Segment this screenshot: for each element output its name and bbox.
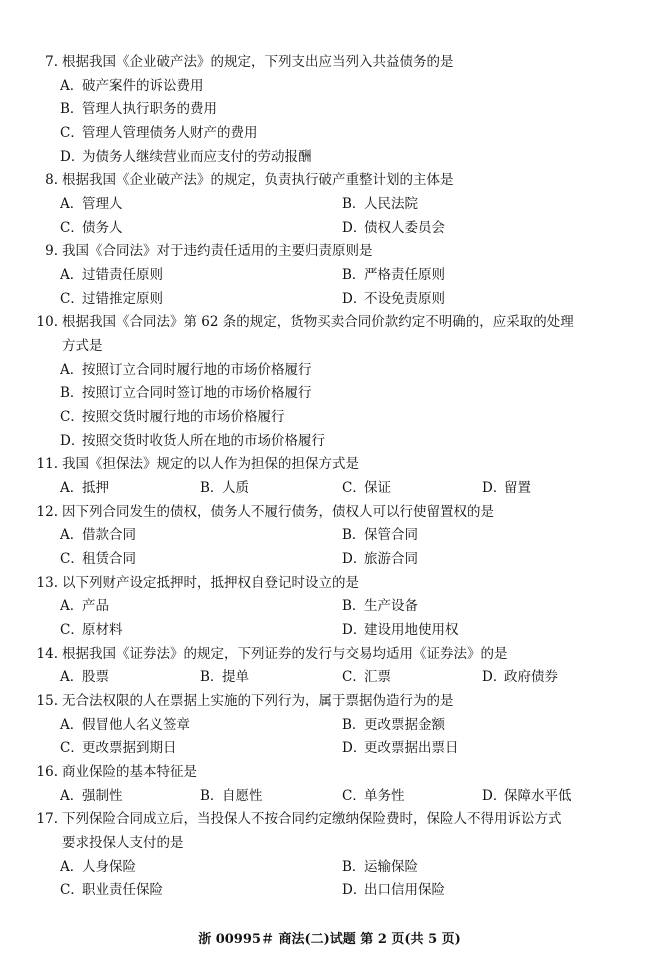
option-text: 严格责任原则 <box>364 267 445 284</box>
answer-option <box>60 476 109 500</box>
question-number: 7. <box>45 54 58 70</box>
option-letter: C． <box>60 125 84 141</box>
answer-option <box>60 145 312 169</box>
option-text: 更改票据出票日 <box>364 740 459 757</box>
answer-option <box>342 878 445 902</box>
option-letter: A． <box>60 480 84 497</box>
option-text: 保证 <box>364 480 391 497</box>
option-letter: D． <box>342 219 367 236</box>
answer-option <box>60 97 217 121</box>
option-text: 保管合同 <box>364 527 418 544</box>
answer-option <box>60 855 136 879</box>
question-text: 商业保险的基本特征是 <box>62 764 197 781</box>
option-letter: B． <box>342 858 366 875</box>
option-text: 单务性 <box>364 787 405 804</box>
option-letter: A． <box>60 858 84 875</box>
option-text: 人质 <box>222 480 249 497</box>
option-letter: A． <box>60 716 84 733</box>
option-letter: C． <box>342 787 366 804</box>
question-text: 方式是 <box>62 338 103 355</box>
question-text: 要求投保人支付的是 <box>62 835 184 852</box>
option-text: 产品 <box>82 598 109 615</box>
answer-option <box>60 618 123 642</box>
option-text: 留置 <box>504 480 531 497</box>
answer-option <box>342 855 418 879</box>
question-number: 8. <box>45 172 58 189</box>
option-text: 更改票据到期日 <box>82 740 177 757</box>
question-stem <box>30 807 630 831</box>
option-letter: C． <box>60 551 84 568</box>
question-stem <box>62 831 659 855</box>
answer-option <box>342 192 418 216</box>
question-stem <box>62 334 659 358</box>
option-letter: D． <box>482 480 507 497</box>
answer-option <box>342 287 445 311</box>
option-letter: C． <box>60 882 84 899</box>
option-letter: A． <box>60 598 84 615</box>
question-stem <box>30 689 630 713</box>
option-letter: B． <box>200 787 224 804</box>
option-text: 按照交货时履行地的市场价格履行 <box>82 409 285 426</box>
option-text: 租赁合同 <box>82 551 136 568</box>
option-text: 债权人委员会 <box>364 219 445 236</box>
option-letter: B． <box>342 196 366 213</box>
answer-option <box>60 405 285 429</box>
option-letter: C． <box>60 409 84 426</box>
option-text: 强制性 <box>82 787 123 804</box>
answer-option <box>342 665 391 689</box>
option-text: 出口信用保险 <box>364 882 445 899</box>
option-text: 人身保险 <box>82 858 136 875</box>
question-stem <box>30 642 630 666</box>
option-letter: C． <box>60 219 84 236</box>
option-letter: B． <box>342 267 366 284</box>
question-number: 9. <box>45 243 58 260</box>
option-text: 人民法院 <box>364 196 418 213</box>
answer-option <box>60 192 123 216</box>
option-letter: C． <box>342 669 366 686</box>
question-stem <box>30 168 630 192</box>
option-letter: A． <box>60 77 84 94</box>
answer-option <box>342 713 445 737</box>
answer-option <box>60 523 136 547</box>
question-number: 16. <box>36 764 58 781</box>
option-letter: C． <box>342 480 366 497</box>
answer-option <box>482 665 558 689</box>
option-text: 原材料 <box>82 622 123 639</box>
question-text: 根据我国《企业破产法》的规定，负责执行破产重整计划的主体是 <box>62 172 454 189</box>
option-letter: D． <box>60 148 85 165</box>
answer-option <box>60 263 163 287</box>
answer-option <box>60 547 136 571</box>
option-text: 抵押 <box>82 480 109 497</box>
option-letter: A． <box>60 527 84 544</box>
option-letter: C． <box>60 622 84 639</box>
question-stem <box>30 500 630 524</box>
option-letter: B． <box>342 598 366 615</box>
option-text: 更改票据金额 <box>364 716 445 733</box>
answer-option <box>200 476 249 500</box>
option-text: 债务人 <box>82 219 123 236</box>
question-number: 15. <box>36 693 58 710</box>
option-letter: D． <box>482 669 507 686</box>
option-text: 保障水平低 <box>504 787 572 804</box>
question-stem <box>30 571 630 595</box>
question-text: 根据我国《证券法》的规定，下列证券的发行与交易均适用《证券法》的是 <box>62 645 508 662</box>
option-text: 建设用地使用权 <box>364 622 459 639</box>
page-footer: 浙 00995＃ 商法(二)试题 第 2 页(共 5 页) <box>198 932 461 947</box>
answer-option <box>60 216 123 240</box>
answer-option <box>60 736 177 760</box>
option-letter: D． <box>342 882 367 899</box>
option-letter: D． <box>342 740 367 757</box>
answer-option <box>342 216 445 240</box>
option-letter: A． <box>60 361 84 378</box>
question-text: 根据我国《合同法》第 62 条的规定，货物买卖合同价款约定不明确的，应采取的处理 <box>62 314 574 331</box>
question-text: 无合法权限的人在票据上实施的下列行为，属于票据伪造行为的是 <box>62 693 454 710</box>
answer-option <box>200 784 263 808</box>
option-letter: B． <box>200 480 224 497</box>
option-letter: D． <box>482 787 507 804</box>
question-text: 根据我国《企业破产法》的规定，下列支出应当列入共益债务的是 <box>62 54 454 70</box>
option-letter: A． <box>60 787 84 804</box>
question-number: 10. <box>36 314 58 331</box>
question-text: 以下列财产设定抵押时，抵押权自登记时设立的是 <box>62 574 359 591</box>
option-letter: C． <box>60 290 84 307</box>
option-text: 为债务人继续营业而应支付的劳动报酬 <box>82 148 312 165</box>
answer-option <box>60 287 163 311</box>
option-text: 自愿性 <box>222 787 263 804</box>
question-number: 11. <box>36 456 58 473</box>
option-letter: C． <box>60 740 84 757</box>
answer-option <box>60 381 312 405</box>
option-text: 借款合同 <box>82 527 136 544</box>
option-text: 汇票 <box>364 669 391 686</box>
answer-option <box>342 736 459 760</box>
option-letter: B． <box>342 527 366 544</box>
option-text: 运输保险 <box>364 858 418 875</box>
answer-option <box>342 523 418 547</box>
question-number: 17. <box>36 811 58 828</box>
option-letter: B． <box>60 101 84 118</box>
answer-option <box>60 358 312 382</box>
question-number: 14. <box>36 645 58 662</box>
option-text: 股票 <box>82 669 109 686</box>
option-text: 按照交货时收货人所在地的市场价格履行 <box>82 432 325 449</box>
option-text: 过错责任原则 <box>82 267 163 284</box>
option-text: 管理人执行职务的费用 <box>82 101 217 118</box>
question-number: 12. <box>36 503 58 520</box>
option-text: 假冒他人名义签章 <box>82 716 190 733</box>
question-text: 因下列合同发生的债权，债务人不履行债务，债权人可以行使留置权的是 <box>62 503 494 520</box>
option-text: 旅游合同 <box>364 551 418 568</box>
option-letter: D． <box>342 551 367 568</box>
option-letter: B． <box>60 385 84 402</box>
question-stem <box>30 50 630 74</box>
option-letter: A． <box>60 267 84 284</box>
answer-option <box>60 784 123 808</box>
option-letter: B． <box>200 669 224 686</box>
question-text: 我国《合同法》对于违约责任适用的主要归责原则是 <box>62 243 373 260</box>
option-text: 过错推定原则 <box>82 290 163 307</box>
answer-option <box>342 618 459 642</box>
answer-option <box>482 476 531 500</box>
option-text: 按照订立合同时履行地的市场价格履行 <box>82 361 312 378</box>
question-number: 13. <box>36 574 58 591</box>
option-text: 职业责任保险 <box>82 882 163 899</box>
option-letter: B． <box>342 716 366 733</box>
answer-option <box>200 665 249 689</box>
option-letter: A． <box>60 669 84 686</box>
question-stem <box>30 452 630 476</box>
option-text: 按照订立合同时签订地的市场价格履行 <box>82 385 312 402</box>
answer-option <box>60 121 258 145</box>
answer-option <box>60 74 204 98</box>
option-text: 生产设备 <box>364 598 418 615</box>
option-text: 管理人 <box>82 196 123 213</box>
answer-option <box>342 784 405 808</box>
answer-option <box>342 547 418 571</box>
answer-option <box>342 594 418 618</box>
option-text: 提单 <box>222 669 249 686</box>
answer-option <box>60 429 325 453</box>
question-text: 我国《担保法》规定的以人作为担保的担保方式是 <box>62 456 359 473</box>
answer-option <box>342 263 445 287</box>
option-letter: D． <box>60 432 85 449</box>
question-stem <box>30 239 630 263</box>
answer-option <box>60 665 109 689</box>
answer-option <box>482 784 572 808</box>
option-text: 政府债券 <box>504 669 558 686</box>
option-text: 不设免责原则 <box>364 290 445 307</box>
answer-option <box>60 878 163 902</box>
option-letter: A． <box>60 196 84 213</box>
answer-option <box>342 476 391 500</box>
question-text: 下列保险合同成立后，当投保人不按合同约定缴纳保险费时，保险人不得用诉讼方式 <box>62 811 562 828</box>
answer-option <box>60 713 190 737</box>
option-letter: D． <box>342 622 367 639</box>
option-letter: D． <box>342 290 367 307</box>
question-stem <box>30 310 630 334</box>
answer-option <box>60 594 109 618</box>
question-stem <box>30 760 630 784</box>
option-text: 管理人管理债务人财产的费用 <box>82 125 258 141</box>
option-text: 破产案件的诉讼费用 <box>82 77 204 94</box>
